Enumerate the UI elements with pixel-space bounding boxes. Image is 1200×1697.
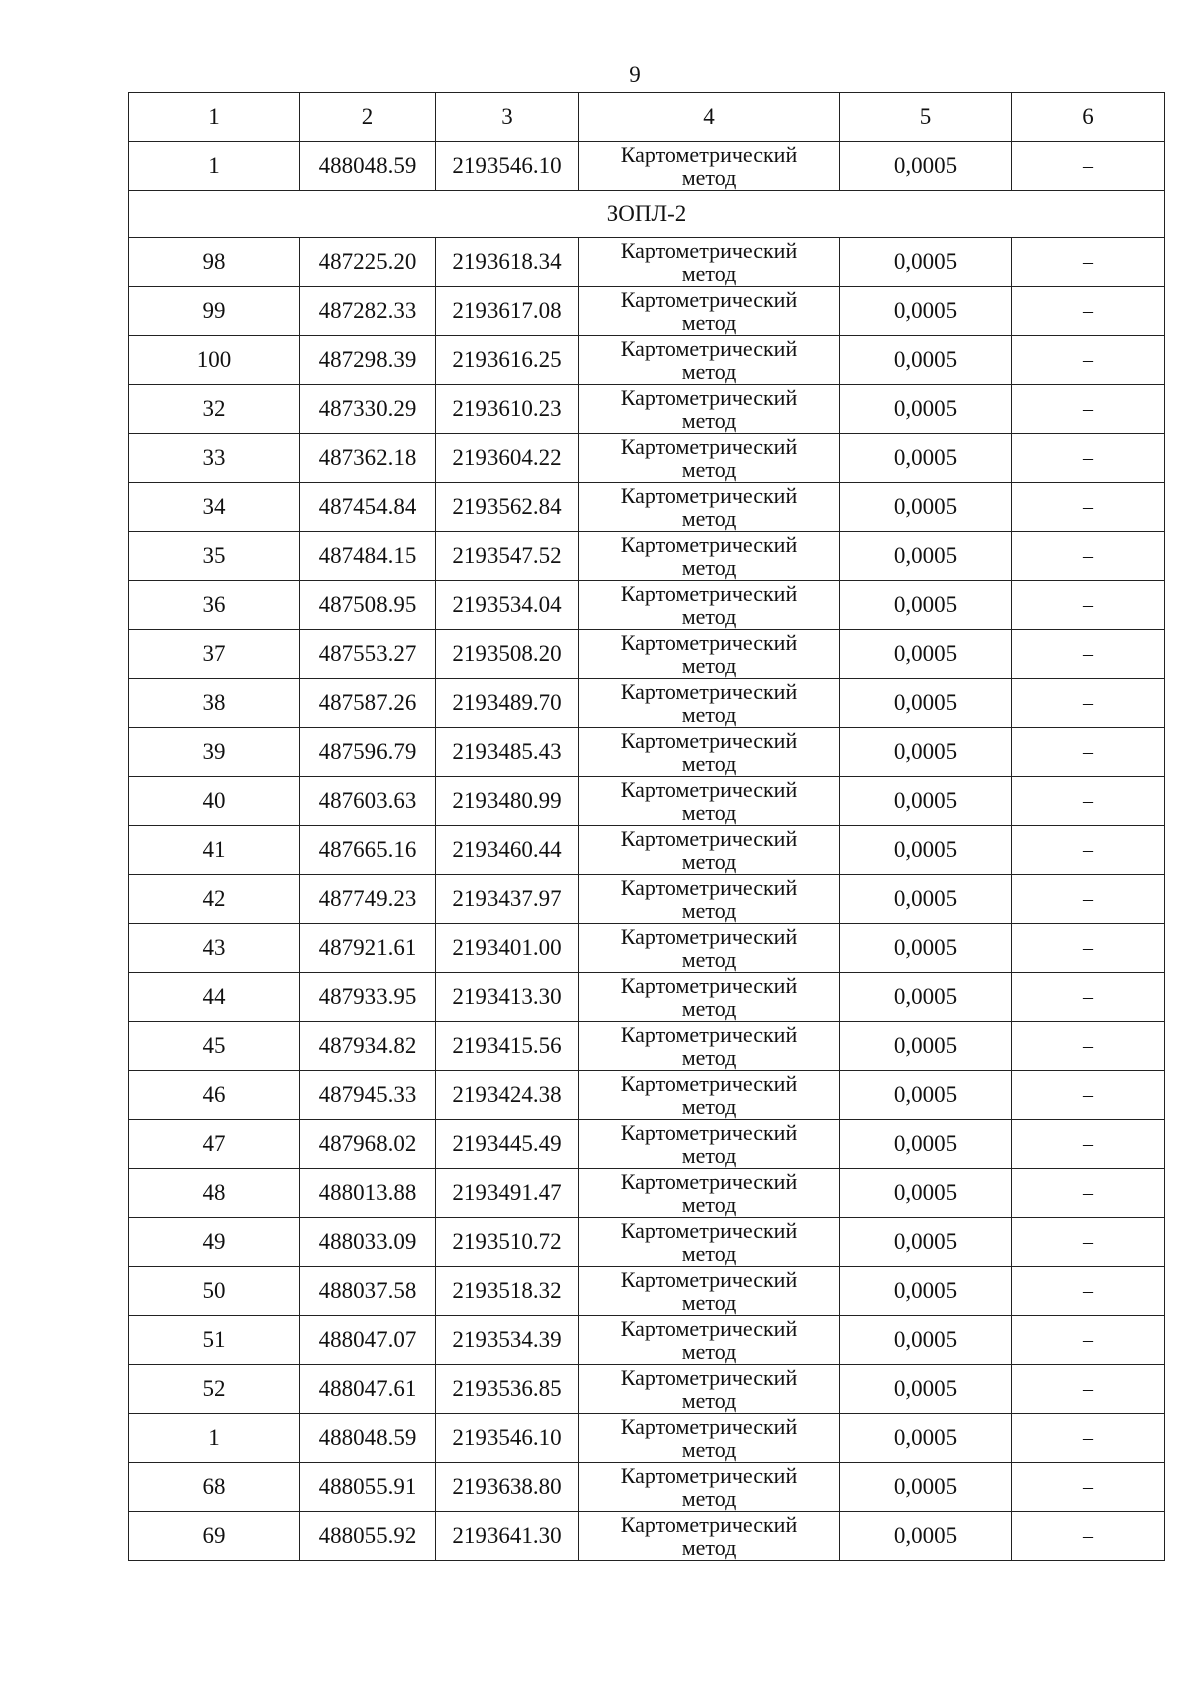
table-row bbox=[129, 142, 1165, 191]
note-cell: – bbox=[1012, 1365, 1165, 1414]
point-number-cell: 99 bbox=[129, 287, 300, 336]
method-line-2: метод bbox=[681, 849, 737, 874]
method-line-2: метод bbox=[681, 165, 737, 190]
note-cell: – bbox=[1012, 1316, 1165, 1365]
method-line-1: Картометрический bbox=[620, 1365, 798, 1390]
point-number-cell: 34 bbox=[129, 483, 300, 532]
table-row bbox=[129, 826, 1165, 875]
point-number-cell: 49 bbox=[129, 1218, 300, 1267]
x-coordinate-cell: 488055.91 bbox=[300, 1463, 436, 1512]
x-coordinate-cell: 488047.61 bbox=[300, 1365, 436, 1414]
method-line-2: метод bbox=[681, 359, 737, 384]
y-coordinate-cell: 2193415.56 bbox=[436, 1022, 579, 1071]
y-coordinate-cell: 2193546.10 bbox=[436, 1414, 579, 1463]
method-line-2: метод bbox=[681, 1143, 737, 1168]
note-cell: – bbox=[1012, 1463, 1165, 1512]
x-coordinate-cell: 487298.39 bbox=[300, 336, 436, 385]
x-coordinate-cell: 487921.61 bbox=[300, 924, 436, 973]
method-cell bbox=[579, 142, 840, 191]
point-number-cell: 37 bbox=[129, 630, 300, 679]
method-line-1: Картометрический bbox=[620, 924, 798, 949]
point-number-cell: 1 bbox=[129, 142, 300, 191]
accuracy-cell: 0,0005 bbox=[840, 238, 1012, 287]
method-cell bbox=[579, 1120, 840, 1169]
y-coordinate-cell: 2193424.38 bbox=[436, 1071, 579, 1120]
y-coordinate-cell: 2193489.70 bbox=[436, 679, 579, 728]
x-coordinate-cell: 487553.27 bbox=[300, 630, 436, 679]
x-coordinate-cell: 487484.15 bbox=[300, 532, 436, 581]
method-line-1: Картометрический bbox=[620, 1218, 798, 1243]
note-cell: – bbox=[1012, 1512, 1165, 1561]
accuracy-cell: 0,0005 bbox=[840, 1022, 1012, 1071]
y-coordinate-cell: 2193413.30 bbox=[436, 973, 579, 1022]
method-line-1: Картометрический bbox=[620, 1022, 798, 1047]
accuracy-cell: 0,0005 bbox=[840, 1218, 1012, 1267]
point-number-cell: 48 bbox=[129, 1169, 300, 1218]
x-coordinate-cell: 487603.63 bbox=[300, 777, 436, 826]
method-line-2: метод bbox=[681, 1241, 737, 1266]
y-coordinate-cell: 2193618.34 bbox=[436, 238, 579, 287]
point-number-cell: 51 bbox=[129, 1316, 300, 1365]
method-line-2: метод bbox=[681, 1339, 737, 1364]
table-row bbox=[129, 1365, 1165, 1414]
table-row bbox=[129, 777, 1165, 826]
method-line-2: метод bbox=[681, 1192, 737, 1217]
method-cell bbox=[579, 1316, 840, 1365]
table-row bbox=[129, 336, 1165, 385]
note-cell: – bbox=[1012, 532, 1165, 581]
method-line-1: Картометрический bbox=[620, 973, 798, 998]
method-cell bbox=[579, 1365, 840, 1414]
table-row bbox=[129, 875, 1165, 924]
method-line-1: Картометрический bbox=[620, 826, 798, 851]
point-number-cell: 35 bbox=[129, 532, 300, 581]
x-coordinate-cell: 487330.29 bbox=[300, 385, 436, 434]
method-line-1: Картометрический bbox=[620, 1120, 798, 1145]
x-coordinate-cell: 488047.07 bbox=[300, 1316, 436, 1365]
accuracy-cell: 0,0005 bbox=[840, 1267, 1012, 1316]
method-cell bbox=[579, 336, 840, 385]
y-coordinate-cell: 2193460.44 bbox=[436, 826, 579, 875]
x-coordinate-cell: 487596.79 bbox=[300, 728, 436, 777]
note-cell: – bbox=[1012, 1022, 1165, 1071]
method-line-1: Картометрический bbox=[620, 287, 798, 312]
table-row bbox=[129, 679, 1165, 728]
x-coordinate-cell: 488048.59 bbox=[300, 1414, 436, 1463]
method-line-1: Картометрический bbox=[620, 777, 798, 802]
accuracy-cell: 0,0005 bbox=[840, 1463, 1012, 1512]
method-line-1: Картометрический bbox=[620, 875, 798, 900]
note-cell: – bbox=[1012, 336, 1165, 385]
method-line-1: Картометрический bbox=[620, 630, 798, 655]
method-line-1: Картометрический bbox=[620, 238, 798, 263]
column-number-row bbox=[129, 93, 1165, 142]
note-cell: – bbox=[1012, 875, 1165, 924]
table-row bbox=[129, 581, 1165, 630]
y-coordinate-cell: 2193536.85 bbox=[436, 1365, 579, 1414]
method-cell bbox=[579, 1512, 840, 1561]
table-row bbox=[129, 1071, 1165, 1120]
x-coordinate-cell: 488013.88 bbox=[300, 1169, 436, 1218]
x-coordinate-cell: 487933.95 bbox=[300, 973, 436, 1022]
point-number-cell: 32 bbox=[129, 385, 300, 434]
accuracy-cell: 0,0005 bbox=[840, 1316, 1012, 1365]
page-number: 9 bbox=[629, 62, 641, 87]
table-row bbox=[129, 630, 1165, 679]
column-number-3: 3 bbox=[436, 93, 579, 142]
accuracy-cell: 0,0005 bbox=[840, 728, 1012, 777]
table-row bbox=[129, 287, 1165, 336]
method-line-2: метод bbox=[681, 1535, 737, 1560]
table-row bbox=[129, 728, 1165, 777]
method-line-2: метод bbox=[681, 702, 737, 727]
method-cell bbox=[579, 532, 840, 581]
method-cell bbox=[579, 1414, 840, 1463]
method-cell bbox=[579, 1463, 840, 1512]
x-coordinate-cell: 487454.84 bbox=[300, 483, 436, 532]
method-cell bbox=[579, 728, 840, 777]
y-coordinate-cell: 2193534.04 bbox=[436, 581, 579, 630]
y-coordinate-cell: 2193617.08 bbox=[436, 287, 579, 336]
y-coordinate-cell: 2193508.20 bbox=[436, 630, 579, 679]
method-line-2: метод bbox=[681, 1437, 737, 1462]
y-coordinate-cell: 2193610.23 bbox=[436, 385, 579, 434]
point-number-cell: 40 bbox=[129, 777, 300, 826]
method-line-1: Картометрический bbox=[620, 679, 798, 704]
method-line-1: Картометрический bbox=[620, 1267, 798, 1292]
column-number-4: 4 bbox=[579, 93, 840, 142]
method-cell bbox=[579, 581, 840, 630]
method-cell bbox=[579, 679, 840, 728]
accuracy-cell: 0,0005 bbox=[840, 1120, 1012, 1169]
x-coordinate-cell: 487749.23 bbox=[300, 875, 436, 924]
x-coordinate-cell: 487945.33 bbox=[300, 1071, 436, 1120]
point-number-cell: 1 bbox=[129, 1414, 300, 1463]
method-line-1: Картометрический bbox=[620, 581, 798, 606]
column-number-1: 1 bbox=[129, 93, 300, 142]
note-cell: – bbox=[1012, 483, 1165, 532]
note-cell: – bbox=[1012, 679, 1165, 728]
method-cell bbox=[579, 1169, 840, 1218]
table-row bbox=[129, 434, 1165, 483]
method-line-2: метод bbox=[681, 506, 737, 531]
accuracy-cell: 0,0005 bbox=[840, 924, 1012, 973]
method-cell bbox=[579, 1218, 840, 1267]
accuracy-cell: 0,0005 bbox=[840, 385, 1012, 434]
point-number-cell: 46 bbox=[129, 1071, 300, 1120]
method-line-1: Картометрический bbox=[620, 385, 798, 410]
accuracy-cell: 0,0005 bbox=[840, 826, 1012, 875]
point-number-cell: 44 bbox=[129, 973, 300, 1022]
x-coordinate-cell: 487362.18 bbox=[300, 434, 436, 483]
y-coordinate-cell: 2193534.39 bbox=[436, 1316, 579, 1365]
table-row bbox=[129, 1316, 1165, 1365]
column-number-6: 6 bbox=[1012, 93, 1165, 142]
method-cell bbox=[579, 875, 840, 924]
column-number-5: 5 bbox=[840, 93, 1012, 142]
x-coordinate-cell: 488055.92 bbox=[300, 1512, 436, 1561]
accuracy-cell: 0,0005 bbox=[840, 581, 1012, 630]
point-number-cell: 36 bbox=[129, 581, 300, 630]
method-line-1: Картометрический bbox=[620, 483, 798, 508]
note-cell: – bbox=[1012, 973, 1165, 1022]
note-cell: – bbox=[1012, 826, 1165, 875]
point-number-cell: 47 bbox=[129, 1120, 300, 1169]
accuracy-cell: 0,0005 bbox=[840, 1071, 1012, 1120]
method-line-1: Картометрический bbox=[620, 434, 798, 459]
accuracy-cell: 0,0005 bbox=[840, 532, 1012, 581]
table-row bbox=[129, 1463, 1165, 1512]
method-line-2: метод bbox=[681, 1045, 737, 1070]
accuracy-cell: 0,0005 bbox=[840, 777, 1012, 826]
x-coordinate-cell: 487587.26 bbox=[300, 679, 436, 728]
method-line-2: метод bbox=[681, 1290, 737, 1315]
accuracy-cell: 0,0005 bbox=[840, 287, 1012, 336]
table-row bbox=[129, 1120, 1165, 1169]
note-cell: – bbox=[1012, 1071, 1165, 1120]
method-line-2: метод bbox=[681, 800, 737, 825]
table-row bbox=[129, 1218, 1165, 1267]
note-cell: – bbox=[1012, 238, 1165, 287]
table-row bbox=[129, 1022, 1165, 1071]
method-cell bbox=[579, 385, 840, 434]
method-cell bbox=[579, 287, 840, 336]
method-cell bbox=[579, 924, 840, 973]
method-line-1: Картометрический bbox=[620, 142, 798, 167]
y-coordinate-cell: 2193562.84 bbox=[436, 483, 579, 532]
accuracy-cell: 0,0005 bbox=[840, 875, 1012, 924]
y-coordinate-cell: 2193518.32 bbox=[436, 1267, 579, 1316]
note-cell: – bbox=[1012, 924, 1165, 973]
table-row bbox=[129, 532, 1165, 581]
point-number-cell: 33 bbox=[129, 434, 300, 483]
method-line-1: Картометрический bbox=[620, 1316, 798, 1341]
method-cell bbox=[579, 630, 840, 679]
y-coordinate-cell: 2193437.97 bbox=[436, 875, 579, 924]
accuracy-cell: 0,0005 bbox=[840, 483, 1012, 532]
method-line-2: метод bbox=[681, 996, 737, 1021]
accuracy-cell: 0,0005 bbox=[840, 679, 1012, 728]
note-cell: – bbox=[1012, 777, 1165, 826]
note-cell: – bbox=[1012, 1218, 1165, 1267]
method-line-2: метод bbox=[681, 261, 737, 286]
y-coordinate-cell: 2193547.52 bbox=[436, 532, 579, 581]
accuracy-cell: 0,0005 bbox=[840, 973, 1012, 1022]
method-line-2: метод bbox=[681, 1094, 737, 1119]
method-line-1: Картометрический bbox=[620, 1071, 798, 1096]
table-row bbox=[129, 1512, 1165, 1561]
method-line-2: метод bbox=[681, 751, 737, 776]
table-row bbox=[129, 924, 1165, 973]
x-coordinate-cell: 487508.95 bbox=[300, 581, 436, 630]
point-number-cell: 45 bbox=[129, 1022, 300, 1071]
table-row bbox=[129, 238, 1165, 287]
section-title: ЗОПЛ-2 bbox=[129, 191, 1165, 238]
y-coordinate-cell: 2193546.10 bbox=[436, 142, 579, 191]
method-line-1: Картометрический bbox=[620, 1169, 798, 1194]
note-cell: – bbox=[1012, 630, 1165, 679]
accuracy-cell: 0,0005 bbox=[840, 434, 1012, 483]
table-row bbox=[129, 385, 1165, 434]
accuracy-cell: 0,0005 bbox=[840, 1414, 1012, 1463]
method-cell bbox=[579, 1022, 840, 1071]
x-coordinate-cell: 487934.82 bbox=[300, 1022, 436, 1071]
point-number-cell: 43 bbox=[129, 924, 300, 973]
note-cell: – bbox=[1012, 581, 1165, 630]
method-line-1: Картометрический bbox=[620, 1512, 798, 1537]
table-row bbox=[129, 973, 1165, 1022]
y-coordinate-cell: 2193641.30 bbox=[436, 1512, 579, 1561]
point-number-cell: 68 bbox=[129, 1463, 300, 1512]
table-body bbox=[129, 93, 1165, 1561]
method-cell bbox=[579, 973, 840, 1022]
column-number-2: 2 bbox=[300, 93, 436, 142]
y-coordinate-cell: 2193604.22 bbox=[436, 434, 579, 483]
method-line-1: Картометрический bbox=[620, 336, 798, 361]
note-cell: – bbox=[1012, 1169, 1165, 1218]
accuracy-cell: 0,0005 bbox=[840, 1365, 1012, 1414]
y-coordinate-cell: 2193445.49 bbox=[436, 1120, 579, 1169]
method-line-2: метод bbox=[681, 947, 737, 972]
point-number-cell: 41 bbox=[129, 826, 300, 875]
table-row bbox=[129, 1414, 1165, 1463]
method-line-2: метод bbox=[681, 1388, 737, 1413]
y-coordinate-cell: 2193510.72 bbox=[436, 1218, 579, 1267]
method-line-1: Картометрический bbox=[620, 1414, 798, 1439]
note-cell: – bbox=[1012, 1267, 1165, 1316]
note-cell: – bbox=[1012, 1120, 1165, 1169]
accuracy-cell: 0,0005 bbox=[840, 1512, 1012, 1561]
method-line-2: метод bbox=[681, 310, 737, 335]
y-coordinate-cell: 2193485.43 bbox=[436, 728, 579, 777]
x-coordinate-cell: 488048.59 bbox=[300, 142, 436, 191]
method-cell bbox=[579, 1071, 840, 1120]
point-number-cell: 69 bbox=[129, 1512, 300, 1561]
table-row bbox=[129, 483, 1165, 532]
note-cell: – bbox=[1012, 142, 1165, 191]
point-number-cell: 39 bbox=[129, 728, 300, 777]
accuracy-cell: 0,0005 bbox=[840, 142, 1012, 191]
method-line-2: метод bbox=[681, 604, 737, 629]
y-coordinate-cell: 2193491.47 bbox=[436, 1169, 579, 1218]
section-row bbox=[129, 191, 1165, 238]
table-row bbox=[129, 1267, 1165, 1316]
point-number-cell: 38 bbox=[129, 679, 300, 728]
method-cell bbox=[579, 1267, 840, 1316]
method-cell bbox=[579, 777, 840, 826]
note-cell: – bbox=[1012, 287, 1165, 336]
method-cell bbox=[579, 483, 840, 532]
y-coordinate-cell: 2193616.25 bbox=[436, 336, 579, 385]
point-number-cell: 98 bbox=[129, 238, 300, 287]
method-line-1: Картометрический bbox=[620, 1463, 798, 1488]
method-cell bbox=[579, 826, 840, 875]
note-cell: – bbox=[1012, 1414, 1165, 1463]
method-line-2: метод bbox=[681, 1486, 737, 1511]
method-line-2: метод bbox=[681, 555, 737, 580]
x-coordinate-cell: 487968.02 bbox=[300, 1120, 436, 1169]
accuracy-cell: 0,0005 bbox=[840, 336, 1012, 385]
method-line-2: метод bbox=[681, 457, 737, 482]
method-cell bbox=[579, 238, 840, 287]
method-line-2: метод bbox=[681, 408, 737, 433]
note-cell: – bbox=[1012, 434, 1165, 483]
point-number-cell: 50 bbox=[129, 1267, 300, 1316]
coordinates-table bbox=[128, 92, 1165, 1561]
point-number-cell: 52 bbox=[129, 1365, 300, 1414]
x-coordinate-cell: 487665.16 bbox=[300, 826, 436, 875]
method-line-1: Картометрический bbox=[620, 728, 798, 753]
method-line-2: метод bbox=[681, 653, 737, 678]
note-cell: – bbox=[1012, 728, 1165, 777]
x-coordinate-cell: 488033.09 bbox=[300, 1218, 436, 1267]
x-coordinate-cell: 488037.58 bbox=[300, 1267, 436, 1316]
method-line-2: метод bbox=[681, 898, 737, 923]
y-coordinate-cell: 2193480.99 bbox=[436, 777, 579, 826]
x-coordinate-cell: 487282.33 bbox=[300, 287, 436, 336]
y-coordinate-cell: 2193401.00 bbox=[436, 924, 579, 973]
x-coordinate-cell: 487225.20 bbox=[300, 238, 436, 287]
table-row bbox=[129, 1169, 1165, 1218]
point-number-cell: 100 bbox=[129, 336, 300, 385]
point-number-cell: 42 bbox=[129, 875, 300, 924]
note-cell: – bbox=[1012, 385, 1165, 434]
y-coordinate-cell: 2193638.80 bbox=[436, 1463, 579, 1512]
accuracy-cell: 0,0005 bbox=[840, 630, 1012, 679]
method-cell bbox=[579, 434, 840, 483]
accuracy-cell: 0,0005 bbox=[840, 1169, 1012, 1218]
method-line-1: Картометрический bbox=[620, 532, 798, 557]
